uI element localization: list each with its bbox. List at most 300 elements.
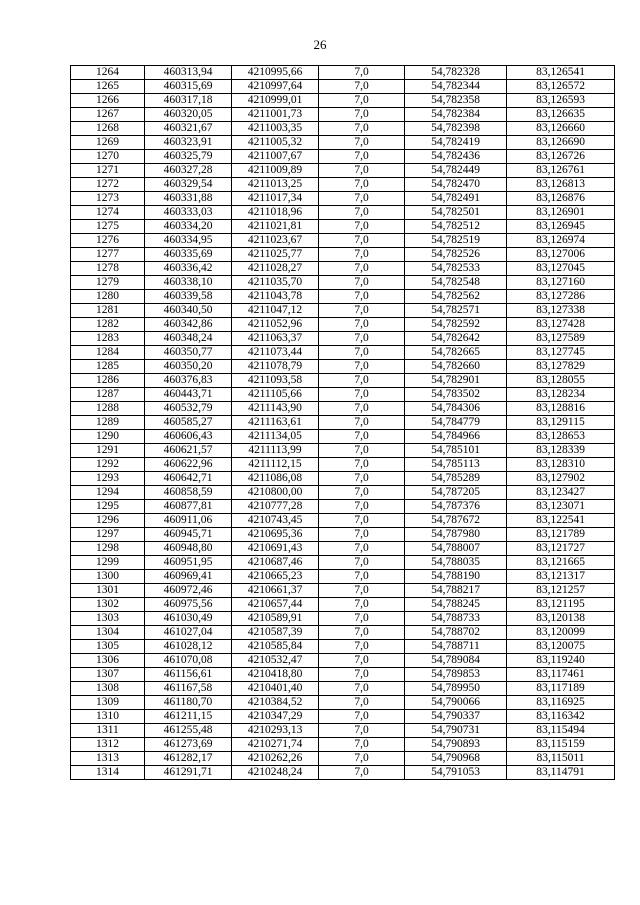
- latitude-cell: 54,782436: [405, 150, 507, 164]
- point-number-cell: 1278: [71, 262, 145, 276]
- x-coordinate-cell: 460340,50: [145, 304, 232, 318]
- x-coordinate-cell: 461027,04: [145, 626, 232, 640]
- value-cell: 7,0: [319, 178, 405, 192]
- table-row: [71, 164, 615, 178]
- longitude-cell: 83,114791: [507, 766, 615, 780]
- latitude-cell: 54,787376: [405, 500, 507, 514]
- point-number-cell: 1284: [71, 346, 145, 360]
- value-cell: 7,0: [319, 626, 405, 640]
- y-coordinate-cell: 4210585,84: [232, 640, 319, 654]
- x-coordinate-cell: 460334,20: [145, 220, 232, 234]
- y-coordinate-cell: 4211025,77: [232, 248, 319, 262]
- x-coordinate-cell: 461156,61: [145, 668, 232, 682]
- value-cell: 7,0: [319, 304, 405, 318]
- point-number-cell: 1294: [71, 486, 145, 500]
- longitude-cell: 83,129115: [507, 416, 615, 430]
- longitude-cell: 83,127589: [507, 332, 615, 346]
- point-number-cell: 1307: [71, 668, 145, 682]
- latitude-cell: 54,787672: [405, 514, 507, 528]
- x-coordinate-cell: 460329,54: [145, 178, 232, 192]
- x-coordinate-cell: 461291,71: [145, 766, 232, 780]
- longitude-cell: 83,117461: [507, 668, 615, 682]
- longitude-cell: 83,121665: [507, 556, 615, 570]
- y-coordinate-cell: 4211052,96: [232, 318, 319, 332]
- y-coordinate-cell: 4210691,43: [232, 542, 319, 556]
- point-number-cell: 1273: [71, 192, 145, 206]
- y-coordinate-cell: 4211086,08: [232, 472, 319, 486]
- longitude-cell: 83,115159: [507, 738, 615, 752]
- point-number-cell: 1265: [71, 80, 145, 94]
- value-cell: 7,0: [319, 234, 405, 248]
- latitude-cell: 54,782384: [405, 108, 507, 122]
- table-row: [71, 458, 615, 472]
- value-cell: 7,0: [319, 332, 405, 346]
- point-number-cell: 1268: [71, 122, 145, 136]
- point-number-cell: 1274: [71, 206, 145, 220]
- point-number-cell: 1299: [71, 556, 145, 570]
- table-row: [71, 696, 615, 710]
- value-cell: 7,0: [319, 108, 405, 122]
- table-row: [71, 486, 615, 500]
- latitude-cell: 54,782512: [405, 220, 507, 234]
- point-number-cell: 1269: [71, 136, 145, 150]
- value-cell: 7,0: [319, 612, 405, 626]
- y-coordinate-cell: 4210657,44: [232, 598, 319, 612]
- latitude-cell: 54,788733: [405, 612, 507, 626]
- longitude-cell: 83,126660: [507, 122, 615, 136]
- value-cell: 7,0: [319, 570, 405, 584]
- latitude-cell: 54,782358: [405, 94, 507, 108]
- y-coordinate-cell: 4210661,37: [232, 584, 319, 598]
- longitude-cell: 83,115011: [507, 752, 615, 766]
- y-coordinate-cell: 4210695,36: [232, 528, 319, 542]
- x-coordinate-cell: 460911,06: [145, 514, 232, 528]
- longitude-cell: 83,126541: [507, 66, 615, 80]
- x-coordinate-cell: 460334,95: [145, 234, 232, 248]
- longitude-cell: 83,127902: [507, 472, 615, 486]
- table-row: [71, 66, 615, 80]
- longitude-cell: 83,126761: [507, 164, 615, 178]
- y-coordinate-cell: 4211028,27: [232, 262, 319, 276]
- latitude-cell: 54,788035: [405, 556, 507, 570]
- y-coordinate-cell: 4211163,61: [232, 416, 319, 430]
- x-coordinate-cell: 460621,57: [145, 444, 232, 458]
- x-coordinate-cell: 460532,79: [145, 402, 232, 416]
- latitude-cell: 54,788245: [405, 598, 507, 612]
- value-cell: 7,0: [319, 514, 405, 528]
- point-number-cell: 1308: [71, 682, 145, 696]
- longitude-cell: 83,121195: [507, 598, 615, 612]
- longitude-cell: 83,120138: [507, 612, 615, 626]
- value-cell: 7,0: [319, 248, 405, 262]
- y-coordinate-cell: 4210800,00: [232, 486, 319, 500]
- longitude-cell: 83,126945: [507, 220, 615, 234]
- value-cell: 7,0: [319, 584, 405, 598]
- x-coordinate-cell: 460333,03: [145, 206, 232, 220]
- table-row: [71, 276, 615, 290]
- latitude-cell: 54,782491: [405, 192, 507, 206]
- longitude-cell: 83,123071: [507, 500, 615, 514]
- point-number-cell: 1267: [71, 108, 145, 122]
- latitude-cell: 54,787205: [405, 486, 507, 500]
- table-row: [71, 654, 615, 668]
- y-coordinate-cell: 4210248,24: [232, 766, 319, 780]
- longitude-cell: 83,126876: [507, 192, 615, 206]
- table-row: [71, 640, 615, 654]
- y-coordinate-cell: 4211018,96: [232, 206, 319, 220]
- point-number-cell: 1296: [71, 514, 145, 528]
- x-coordinate-cell: 461273,69: [145, 738, 232, 752]
- table-row: [71, 766, 615, 780]
- table-row: [71, 430, 615, 444]
- x-coordinate-cell: 460327,28: [145, 164, 232, 178]
- y-coordinate-cell: 4210262,26: [232, 752, 319, 766]
- x-coordinate-cell: 460315,69: [145, 80, 232, 94]
- value-cell: 7,0: [319, 738, 405, 752]
- longitude-cell: 83,127006: [507, 248, 615, 262]
- table-row: [71, 752, 615, 766]
- latitude-cell: 54,784306: [405, 402, 507, 416]
- value-cell: 7,0: [319, 752, 405, 766]
- longitude-cell: 83,127428: [507, 318, 615, 332]
- value-cell: 7,0: [319, 416, 405, 430]
- latitude-cell: 54,782501: [405, 206, 507, 220]
- table-row: [71, 80, 615, 94]
- table-row: [71, 136, 615, 150]
- table-row: [71, 234, 615, 248]
- y-coordinate-cell: 4211113,99: [232, 444, 319, 458]
- table-row: [71, 682, 615, 696]
- longitude-cell: 83,126593: [507, 94, 615, 108]
- y-coordinate-cell: 4210995,66: [232, 66, 319, 80]
- longitude-cell: 83,117189: [507, 682, 615, 696]
- longitude-cell: 83,126901: [507, 206, 615, 220]
- longitude-cell: 83,116342: [507, 710, 615, 724]
- latitude-cell: 54,782571: [405, 304, 507, 318]
- x-coordinate-cell: 460339,58: [145, 290, 232, 304]
- value-cell: 7,0: [319, 458, 405, 472]
- latitude-cell: 54,782548: [405, 276, 507, 290]
- x-coordinate-cell: 460336,42: [145, 262, 232, 276]
- value-cell: 7,0: [319, 388, 405, 402]
- latitude-cell: 54,785289: [405, 472, 507, 486]
- value-cell: 7,0: [319, 346, 405, 360]
- value-cell: 7,0: [319, 150, 405, 164]
- point-number-cell: 1286: [71, 374, 145, 388]
- table-row: [71, 626, 615, 640]
- latitude-cell: 54,790337: [405, 710, 507, 724]
- table-row: [71, 178, 615, 192]
- x-coordinate-cell: 461180,70: [145, 696, 232, 710]
- longitude-cell: 83,127160: [507, 276, 615, 290]
- value-cell: 7,0: [319, 472, 405, 486]
- table-row: [71, 724, 615, 738]
- value-cell: 7,0: [319, 696, 405, 710]
- y-coordinate-cell: 4210687,46: [232, 556, 319, 570]
- y-coordinate-cell: 4210665,23: [232, 570, 319, 584]
- y-coordinate-cell: 4211073,44: [232, 346, 319, 360]
- point-number-cell: 1285: [71, 360, 145, 374]
- x-coordinate-cell: 460858,59: [145, 486, 232, 500]
- value-cell: 7,0: [319, 262, 405, 276]
- point-number-cell: 1305: [71, 640, 145, 654]
- longitude-cell: 83,122541: [507, 514, 615, 528]
- point-number-cell: 1292: [71, 458, 145, 472]
- point-number-cell: 1271: [71, 164, 145, 178]
- x-coordinate-cell: 460320,05: [145, 108, 232, 122]
- longitude-cell: 83,126813: [507, 178, 615, 192]
- latitude-cell: 54,787980: [405, 528, 507, 542]
- y-coordinate-cell: 4211093,58: [232, 374, 319, 388]
- y-coordinate-cell: 4210384,52: [232, 696, 319, 710]
- point-number-cell: 1281: [71, 304, 145, 318]
- value-cell: 7,0: [319, 542, 405, 556]
- y-coordinate-cell: 4210587,39: [232, 626, 319, 640]
- table-row: [71, 514, 615, 528]
- y-coordinate-cell: 4210743,45: [232, 514, 319, 528]
- y-coordinate-cell: 4211013,25: [232, 178, 319, 192]
- value-cell: 7,0: [319, 500, 405, 514]
- longitude-cell: 83,121789: [507, 528, 615, 542]
- value-cell: 7,0: [319, 668, 405, 682]
- x-coordinate-cell: 460642,71: [145, 472, 232, 486]
- table-row: [71, 542, 615, 556]
- longitude-cell: 83,116925: [507, 696, 615, 710]
- longitude-cell: 83,126572: [507, 80, 615, 94]
- y-coordinate-cell: 4211005,32: [232, 136, 319, 150]
- y-coordinate-cell: 4210532,47: [232, 654, 319, 668]
- y-coordinate-cell: 4211009,89: [232, 164, 319, 178]
- value-cell: 7,0: [319, 80, 405, 94]
- value-cell: 7,0: [319, 122, 405, 136]
- x-coordinate-cell: 461167,58: [145, 682, 232, 696]
- value-cell: 7,0: [319, 598, 405, 612]
- table-row: [71, 556, 615, 570]
- x-coordinate-cell: 461028,12: [145, 640, 232, 654]
- value-cell: 7,0: [319, 430, 405, 444]
- point-number-cell: 1293: [71, 472, 145, 486]
- longitude-cell: 83,119240: [507, 654, 615, 668]
- value-cell: 7,0: [319, 164, 405, 178]
- latitude-cell: 54,788702: [405, 626, 507, 640]
- point-number-cell: 1312: [71, 738, 145, 752]
- table-row: [71, 248, 615, 262]
- y-coordinate-cell: 4211078,79: [232, 360, 319, 374]
- value-cell: 7,0: [319, 682, 405, 696]
- latitude-cell: 54,784779: [405, 416, 507, 430]
- table-row: [71, 584, 615, 598]
- point-number-cell: 1311: [71, 724, 145, 738]
- latitude-cell: 54,782642: [405, 332, 507, 346]
- y-coordinate-cell: 4210271,74: [232, 738, 319, 752]
- point-number-cell: 1303: [71, 612, 145, 626]
- longitude-cell: 83,128055: [507, 374, 615, 388]
- point-number-cell: 1313: [71, 752, 145, 766]
- longitude-cell: 83,128310: [507, 458, 615, 472]
- x-coordinate-cell: 460376,83: [145, 374, 232, 388]
- longitude-cell: 83,121317: [507, 570, 615, 584]
- y-coordinate-cell: 4210999,01: [232, 94, 319, 108]
- latitude-cell: 54,790731: [405, 724, 507, 738]
- value-cell: 7,0: [319, 486, 405, 500]
- x-coordinate-cell: 460350,77: [145, 346, 232, 360]
- table-row: [71, 570, 615, 584]
- table-row: [71, 332, 615, 346]
- longitude-cell: 83,127045: [507, 262, 615, 276]
- latitude-cell: 54,789084: [405, 654, 507, 668]
- table-row: [71, 290, 615, 304]
- point-number-cell: 1282: [71, 318, 145, 332]
- x-coordinate-cell: 460335,69: [145, 248, 232, 262]
- y-coordinate-cell: 4211134,05: [232, 430, 319, 444]
- point-number-cell: 1314: [71, 766, 145, 780]
- value-cell: 7,0: [319, 444, 405, 458]
- latitude-cell: 54,782398: [405, 122, 507, 136]
- latitude-cell: 54,782562: [405, 290, 507, 304]
- point-number-cell: 1290: [71, 430, 145, 444]
- longitude-cell: 83,126690: [507, 136, 615, 150]
- longitude-cell: 83,120075: [507, 640, 615, 654]
- longitude-cell: 83,126974: [507, 234, 615, 248]
- value-cell: 7,0: [319, 654, 405, 668]
- y-coordinate-cell: 4211063,37: [232, 332, 319, 346]
- value-cell: 7,0: [319, 136, 405, 150]
- latitude-cell: 54,785101: [405, 444, 507, 458]
- x-coordinate-cell: 460972,46: [145, 584, 232, 598]
- x-coordinate-cell: 460585,27: [145, 416, 232, 430]
- latitude-cell: 54,790968: [405, 752, 507, 766]
- latitude-cell: 54,789950: [405, 682, 507, 696]
- point-number-cell: 1301: [71, 584, 145, 598]
- longitude-cell: 83,127286: [507, 290, 615, 304]
- y-coordinate-cell: 4210293,13: [232, 724, 319, 738]
- y-coordinate-cell: 4210347,29: [232, 710, 319, 724]
- table-row: [71, 612, 615, 626]
- y-coordinate-cell: 4211007,67: [232, 150, 319, 164]
- longitude-cell: 83,128653: [507, 430, 615, 444]
- table-row: [71, 360, 615, 374]
- y-coordinate-cell: 4210997,64: [232, 80, 319, 94]
- table-row: [71, 94, 615, 108]
- y-coordinate-cell: 4211003,35: [232, 122, 319, 136]
- table-row: [71, 192, 615, 206]
- table-row: [71, 108, 615, 122]
- value-cell: 7,0: [319, 766, 405, 780]
- y-coordinate-cell: 4211143,90: [232, 402, 319, 416]
- x-coordinate-cell: 460945,71: [145, 528, 232, 542]
- latitude-cell: 54,782592: [405, 318, 507, 332]
- table-row: [71, 500, 615, 514]
- value-cell: 7,0: [319, 206, 405, 220]
- longitude-cell: 83,127745: [507, 346, 615, 360]
- table-row: [71, 206, 615, 220]
- x-coordinate-cell: 460321,67: [145, 122, 232, 136]
- table-row: [71, 122, 615, 136]
- point-number-cell: 1288: [71, 402, 145, 416]
- latitude-cell: 54,782470: [405, 178, 507, 192]
- point-number-cell: 1287: [71, 388, 145, 402]
- point-number-cell: 1275: [71, 220, 145, 234]
- table-row: [71, 738, 615, 752]
- table-row: [71, 416, 615, 430]
- latitude-cell: 54,788007: [405, 542, 507, 556]
- y-coordinate-cell: 4211047,12: [232, 304, 319, 318]
- x-coordinate-cell: 461282,17: [145, 752, 232, 766]
- y-coordinate-cell: 4211021,81: [232, 220, 319, 234]
- point-number-cell: 1309: [71, 696, 145, 710]
- latitude-cell: 54,782533: [405, 262, 507, 276]
- y-coordinate-cell: 4211017,34: [232, 192, 319, 206]
- table-row: [71, 318, 615, 332]
- point-number-cell: 1283: [71, 332, 145, 346]
- longitude-cell: 83,121257: [507, 584, 615, 598]
- longitude-cell: 83,126726: [507, 150, 615, 164]
- latitude-cell: 54,782665: [405, 346, 507, 360]
- table-row: [71, 710, 615, 724]
- value-cell: 7,0: [319, 640, 405, 654]
- point-number-cell: 1298: [71, 542, 145, 556]
- table-row: [71, 668, 615, 682]
- value-cell: 7,0: [319, 710, 405, 724]
- longitude-cell: 83,121727: [507, 542, 615, 556]
- x-coordinate-cell: 461255,48: [145, 724, 232, 738]
- x-coordinate-cell: 460606,43: [145, 430, 232, 444]
- point-number-cell: 1279: [71, 276, 145, 290]
- point-number-cell: 1264: [71, 66, 145, 80]
- y-coordinate-cell: 4211112,15: [232, 458, 319, 472]
- point-number-cell: 1295: [71, 500, 145, 514]
- y-coordinate-cell: 4210418,80: [232, 668, 319, 682]
- coordinates-table-body: [71, 66, 615, 780]
- point-number-cell: 1280: [71, 290, 145, 304]
- x-coordinate-cell: 461070,08: [145, 654, 232, 668]
- x-coordinate-cell: 460975,56: [145, 598, 232, 612]
- longitude-cell: 83,127338: [507, 304, 615, 318]
- point-number-cell: 1289: [71, 416, 145, 430]
- point-number-cell: 1304: [71, 626, 145, 640]
- latitude-cell: 54,788217: [405, 584, 507, 598]
- x-coordinate-cell: 460877,81: [145, 500, 232, 514]
- value-cell: 7,0: [319, 402, 405, 416]
- x-coordinate-cell: 460323,91: [145, 136, 232, 150]
- x-coordinate-cell: 460348,24: [145, 332, 232, 346]
- point-number-cell: 1270: [71, 150, 145, 164]
- x-coordinate-cell: 460325,79: [145, 150, 232, 164]
- point-number-cell: 1277: [71, 248, 145, 262]
- latitude-cell: 54,783502: [405, 388, 507, 402]
- latitude-cell: 54,785113: [405, 458, 507, 472]
- x-coordinate-cell: 460350,20: [145, 360, 232, 374]
- x-coordinate-cell: 460622,96: [145, 458, 232, 472]
- value-cell: 7,0: [319, 360, 405, 374]
- x-coordinate-cell: 460317,18: [145, 94, 232, 108]
- y-coordinate-cell: 4211035,70: [232, 276, 319, 290]
- value-cell: 7,0: [319, 556, 405, 570]
- latitude-cell: 54,791053: [405, 766, 507, 780]
- x-coordinate-cell: 461211,15: [145, 710, 232, 724]
- x-coordinate-cell: 460951,95: [145, 556, 232, 570]
- table-row: [71, 150, 615, 164]
- y-coordinate-cell: 4210401,40: [232, 682, 319, 696]
- latitude-cell: 54,782419: [405, 136, 507, 150]
- x-coordinate-cell: 460443,71: [145, 388, 232, 402]
- page-number: 26: [313, 37, 327, 52]
- longitude-cell: 83,120099: [507, 626, 615, 640]
- table-row: [71, 528, 615, 542]
- x-coordinate-cell: 460948,80: [145, 542, 232, 556]
- value-cell: 7,0: [319, 94, 405, 108]
- x-coordinate-cell: 460331,88: [145, 192, 232, 206]
